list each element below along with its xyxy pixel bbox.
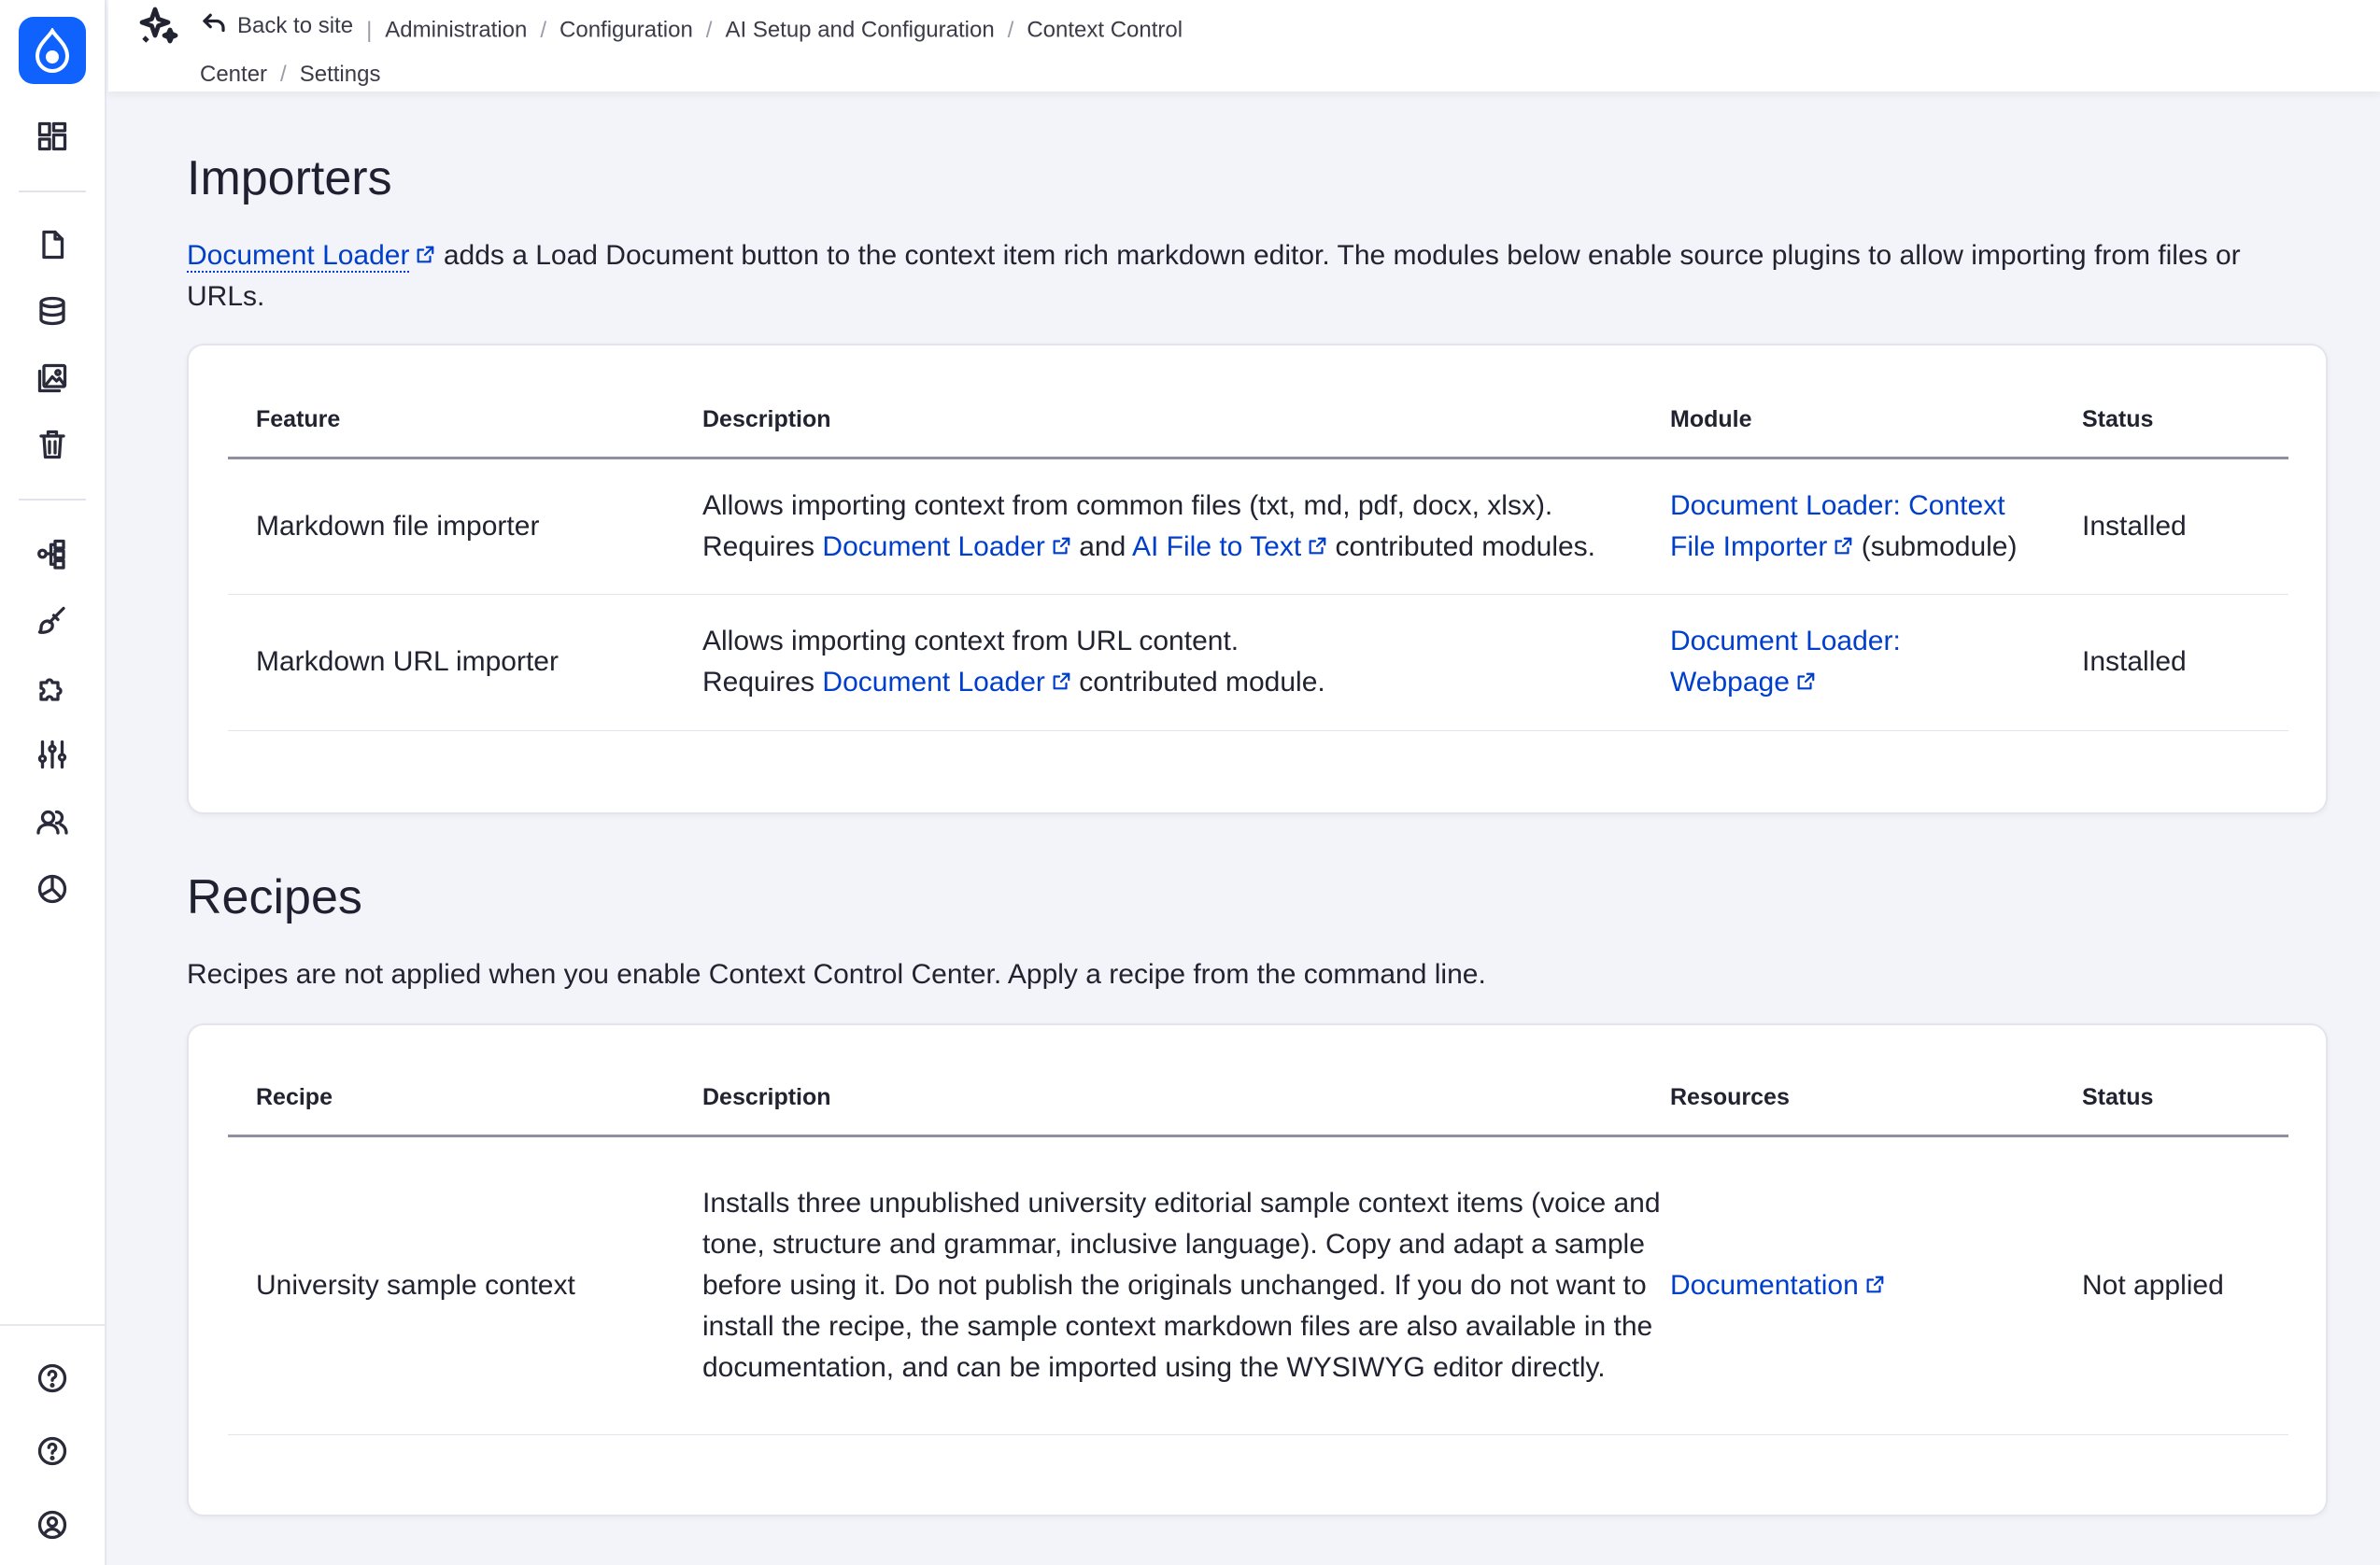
document-loader-link[interactable]: Document Loader	[822, 530, 1045, 562]
media-icon[interactable]	[32, 358, 73, 399]
description-cell: Installs three unpublished university editorial sample context items (voice and tone, structure and grammar, inclusive language). Copy and adapt a sample before using it. Do not publish the originals unchanged. If you do not want to install the recipe, the sample context markdown files are also available in the documentation, and can be imported using the WYSIWYG editor directly.	[702, 1135, 1670, 1434]
database-icon[interactable]	[32, 290, 73, 331]
table-header-row	[228, 383, 2288, 458]
admin-sidebar	[0, 0, 106, 1565]
resources-cell	[1670, 1135, 2082, 1434]
module-link-line-1: Document Loader:	[1670, 626, 1901, 656]
breadcrumb-center[interactable]: Center	[200, 61, 268, 87]
recipe-cell: University sample context	[228, 1135, 702, 1434]
module-cell	[1670, 458, 2082, 594]
document-loader-intro-link[interactable]: Document Loader	[187, 240, 410, 271]
configuration-sliders-icon[interactable]	[32, 734, 73, 775]
description-tail: contributed modules.	[1335, 530, 1596, 562]
feature-cell: Markdown file importer	[228, 458, 702, 594]
col-header-status: Status	[2082, 383, 2288, 458]
requires-text: Requires	[702, 530, 815, 562]
top-header	[108, 0, 2380, 92]
module-link-line-2: File Importer	[1670, 530, 1828, 562]
importers-intro	[187, 235, 2328, 317]
recipes-table-card	[187, 1023, 2328, 1516]
module-suffix: (submodule)	[1861, 530, 2018, 562]
breadcrumb-configuration[interactable]: Configuration	[560, 17, 693, 43]
description-line: Allows importing context from URL content.	[702, 626, 1240, 656]
people-icon[interactable]	[32, 801, 73, 842]
external-link-icon	[1833, 528, 1853, 548]
breadcrumb-ai-setup[interactable]: AI Setup and Configuration	[725, 17, 995, 43]
back-to-site-label: Back to site	[237, 13, 354, 38]
documentation-link[interactable]: Documentation	[1670, 1269, 1859, 1301]
back-to-site-link[interactable]	[200, 4, 353, 48]
module-cell	[1670, 594, 2082, 730]
col-header-status: Status	[2082, 1061, 2288, 1135]
table-header-row	[228, 1061, 2288, 1135]
breadcrumb-context-control[interactable]: Context Control	[1027, 17, 1183, 43]
recipes-intro: Recipes are not applied when you enable Context Control Center. Apply a recipe from the command line.	[187, 959, 1486, 990]
importers-intro-text: adds a Load Document button to the context item rich markdown editor. The modules below enable source plugins to allow importing from files or	[443, 240, 2241, 271]
external-link-icon	[415, 236, 435, 257]
col-header-module: Module	[1670, 383, 2082, 458]
extend-puzzle-icon[interactable]	[32, 668, 73, 709]
feature-cell: Markdown URL importer	[228, 594, 702, 730]
description-cell	[702, 594, 1670, 730]
dashboard-icon[interactable]	[32, 116, 73, 157]
importers-table	[228, 383, 2288, 731]
col-header-feature: Feature	[228, 383, 702, 458]
recipes-table	[228, 1061, 2288, 1435]
breadcrumb-settings: Settings	[299, 61, 381, 87]
requires-text: Requires	[702, 667, 815, 698]
appearance-brush-icon[interactable]	[32, 600, 73, 642]
ai-sparkle-icon[interactable]	[136, 4, 181, 49]
document-loader-link[interactable]: Document Loader	[822, 667, 1045, 698]
external-link-icon	[1307, 528, 1327, 548]
table-row	[228, 458, 2288, 594]
webpage-module-link[interactable]	[1670, 626, 1901, 698]
col-header-recipe: Recipe	[228, 1061, 702, 1135]
module-link-line-1: Document Loader: Context	[1670, 489, 2005, 521]
col-header-description: Description	[702, 1061, 1670, 1135]
drupal-logo-icon[interactable]	[19, 17, 86, 84]
recipes-heading: Recipes	[187, 870, 362, 924]
importers-intro-text-2: URLs.	[187, 281, 265, 312]
help-icon[interactable]	[32, 1358, 73, 1399]
breadcrumb: Back to site | Administration / Configuration / AI Setup and Configuration / Context Control Center / Settings	[200, 4, 1377, 96]
trash-icon[interactable]	[32, 424, 73, 465]
status-cell: Installed	[2082, 458, 2288, 594]
module-link-line-2: Webpage	[1670, 667, 1790, 698]
external-link-icon	[1051, 528, 1071, 548]
and-text: and	[1079, 530, 1126, 562]
external-link-icon	[1795, 663, 1816, 684]
importers-table-card	[187, 344, 2328, 814]
breadcrumb-administration[interactable]: Administration	[385, 17, 528, 43]
ai-file-to-text-link[interactable]: AI File to Text	[1131, 530, 1302, 562]
description-line: Allows importing context from common files (txt, md, pdf, docx, xlsx).	[702, 489, 1553, 521]
col-header-resources: Resources	[1670, 1061, 2082, 1135]
status-cell: Not applied	[2082, 1135, 2288, 1434]
help-circle-icon[interactable]	[32, 1431, 73, 1472]
importers-heading: Importers	[187, 151, 392, 205]
reports-chart-icon[interactable]	[32, 868, 73, 909]
external-link-icon	[1051, 663, 1071, 684]
content-icon[interactable]	[32, 224, 73, 265]
back-arrow-icon	[200, 9, 228, 37]
description-cell	[702, 458, 1670, 594]
user-account-icon[interactable]	[32, 1504, 73, 1545]
table-row	[228, 594, 2288, 730]
external-link-icon	[1864, 1266, 1885, 1287]
description-tail: contributed module.	[1079, 667, 1325, 698]
status-cell: Installed	[2082, 594, 2288, 730]
table-row	[228, 1135, 2288, 1434]
structure-icon[interactable]	[32, 533, 73, 574]
col-header-description: Description	[702, 383, 1670, 458]
